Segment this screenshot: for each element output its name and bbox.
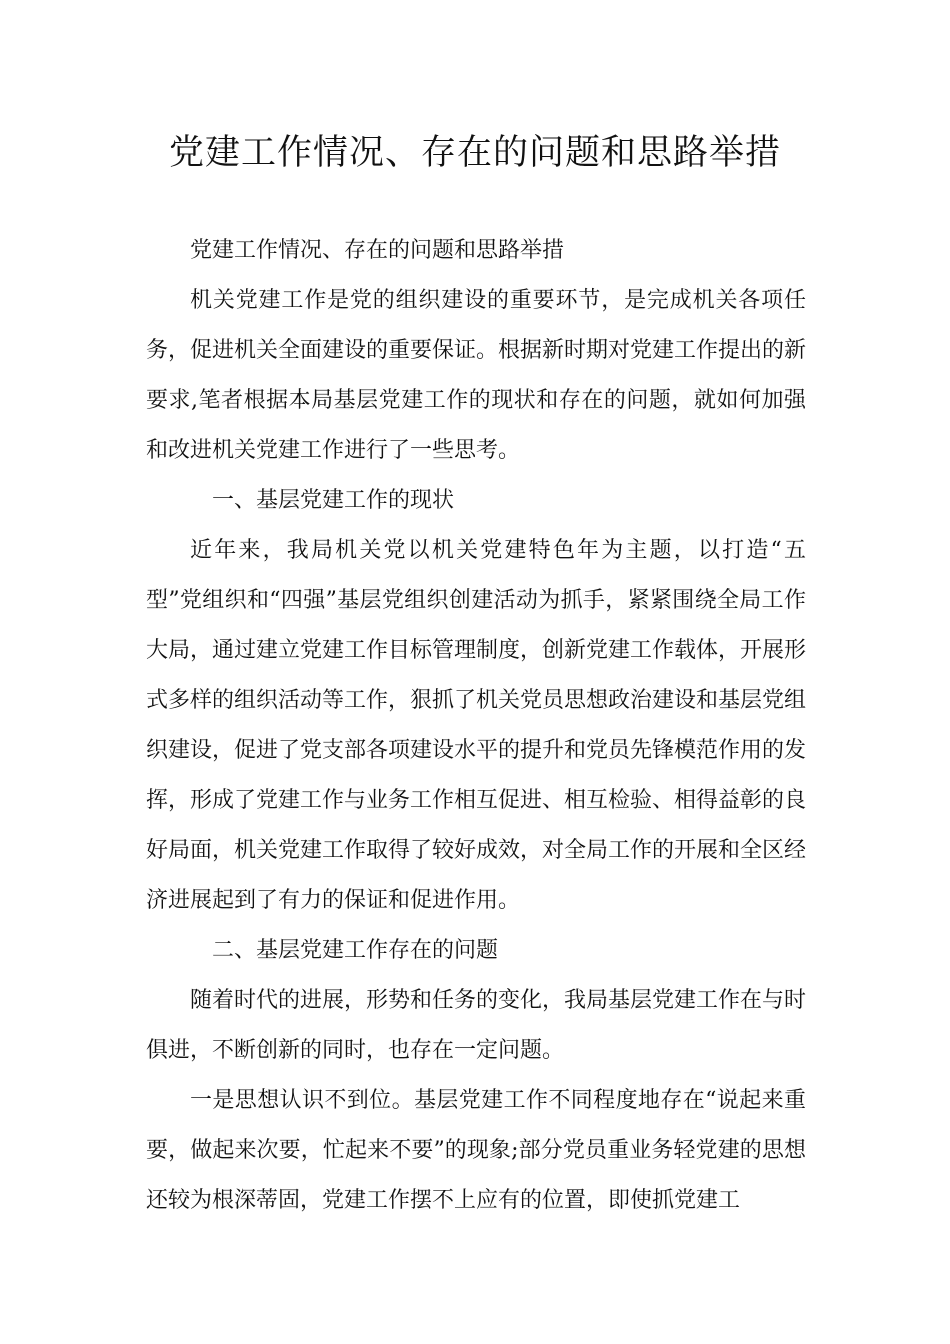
section-heading-problems: 二、基层党建工作存在的问题	[212, 938, 499, 963]
document-body	[146, 226, 806, 1226]
section-heading-current-status: 一、基层党建工作的现状	[212, 488, 455, 513]
body-paragraph-problem-one: 一是思想认识不到位。基层党建工作不同程度地存在“说起来重要，做起来次要，忙起来不要”的现象;部分党员重业务轻党建的思想还较为根深蒂固，党建工作摆不上应有的位置，即使抓党建工	[146, 1088, 806, 1213]
document-title: 党建工作情况、存在的问题和思路举措	[168, 133, 781, 173]
body-paragraph-subtitle: 党建工作情况、存在的问题和思路举措	[190, 238, 565, 263]
body-paragraph-current-status: 近年来，我局机关党以机关党建特色年为主题，以打造“五型”党组织和“四强”基层党组织创建活动为抓手，紧紧围绕全局工作大局，通过建立党建工作目标管理制度，创新党建工作载体，开展形式多样的组织活动等工作，狠抓了机关党员思想政治建设和基层党组织建设，促进了党支部各项建设水平的提升和党员先锋模范作用的发挥，形成了党建工作与业务工作相互促进、相互检验、相得益彰的良好局面，机关党建工作取得了较好成效，对全局工作的开展和全区经济进展起到了有力的保证和促进作用。	[146, 538, 807, 913]
body-paragraph-problems-intro: 随着时代的进展，形势和任务的变化，我局基层党建工作在与时俱进，不断创新的同时，也存在一定问题。	[146, 988, 807, 1063]
body-paragraph-intro: 机关党建工作是党的组织建设的重要环节，是完成机关各项任务，促进机关全面建设的重要保证。根据新时期对党建工作提出的新要求,笔者根据本局基层党建工作的现状和存在的问题，就如何加强和改进机关党建工作进行了一些思考。	[146, 288, 807, 463]
